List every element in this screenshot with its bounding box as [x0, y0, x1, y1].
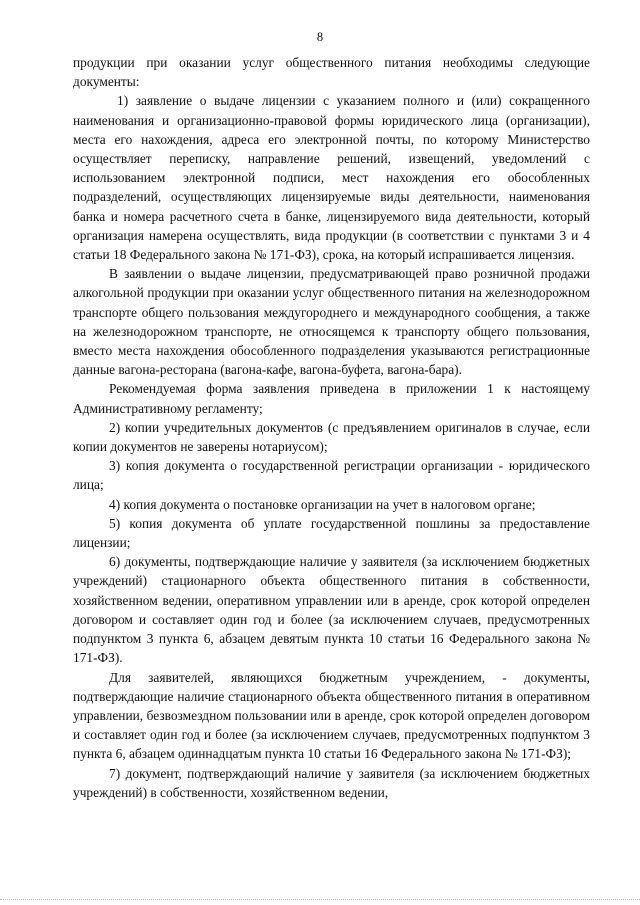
- paragraph-item-6: 6) документы, подтверждающие наличие у заявителя (за исключением бюджетных учреждений) стационарного объекта общественного питания в собственности, хозяйственном ведении, оперативном управлении или в аренде, срок которой определен договором и составляет один год и более (за исключением случаев, предусмотренных подпунктом 3 пункта 6, абзацем девятым пункта 10 статьи 16 Федерального закона № 171-ФЗ).: [73, 554, 590, 666]
- paragraph-item-5: 5) копия документа об уплате государственной пошлины за предоставление лицензии;: [73, 515, 590, 551]
- scan-edge-divider: [0, 899, 640, 900]
- paragraph-form-reference: Рекомендуемая форма заявления приведена в приложении 1 к настоящему Административному регламенту;: [73, 381, 590, 416]
- paragraph-item-4: 4) копия документа о постановке организации на учет в налоговом органе;: [109, 496, 536, 512]
- page-number: 8: [316, 30, 324, 44]
- paragraph-intro: продукции при оказании услуг общественного питания необходимы следующие документы:: [73, 55, 590, 90]
- paragraph-item-7: 7) документ, подтверждающий наличие у заявителя (за исключением бюджетных учреждений) в собственности, хозяйственном ведении,: [73, 765, 590, 800]
- paragraph-item-2: 2) копии учредительных документов (с предъявлением оригиналов в случае, если копии документов не заверены нотариусом);: [73, 419, 590, 455]
- paragraph-railway-note: В заявлении о выдаче лицензии, предусматривающей право розничной продажи алкогольной продукции при оказании услуг общественного питания на железнодорожном транспорте общего пользования междугороднего и международного сообщения, а также на железнодорожном транспорте, не относящемся к транспорту общего пользования, вместо места нахождения обособленного подразделения указываются регистрационные данные вагона-ресторана (вагона-кафе, вагона-буфета, вагона-бара).: [73, 266, 590, 378]
- paragraph-item-3: 3) копия документа о государственной регистрации организации - юридического лица;: [73, 458, 590, 493]
- paragraph-item-1: 1) заявление о выдаче лицензии с указанием полного и (или) сокращенного наименования и организационно-правовой формы юридического лица (организации), места его нахождения, адреса его электронной почты, по которому Министерство осуществляет переписку, направление решений, извещений, уведомлений с использованием электронной подписи, мест нахождения его обособленных подразделений, осуществляющих лицензируемые виды деятельности, наименования банка и номера расчетного счета в банке, лицензируемого вида деятельности, который организация намерена осуществлять, вида продукции (в соответствии с пунктами 3 и 4 статьи 18 Федерального закона № 171-ФЗ), срока, на который испрашивается лицензия.: [73, 93, 590, 263]
- paragraph-budget-institutions: Для заявителей, являющихся бюджетным учреждением, - документы, подтверждающие наличие стационарного объекта общественного питания в оперативном управлении, безвозмездном пользовании или в аренде, срок которой определен договором и составляет один год и более (за исключением случаев, предусмотренных подпунктом 3 пункта 6, абзацем одиннадцатым пункта 10 статьи 16 Федерального закона № 171-ФЗ);: [73, 669, 590, 762]
- document-body: [73, 53, 590, 802]
